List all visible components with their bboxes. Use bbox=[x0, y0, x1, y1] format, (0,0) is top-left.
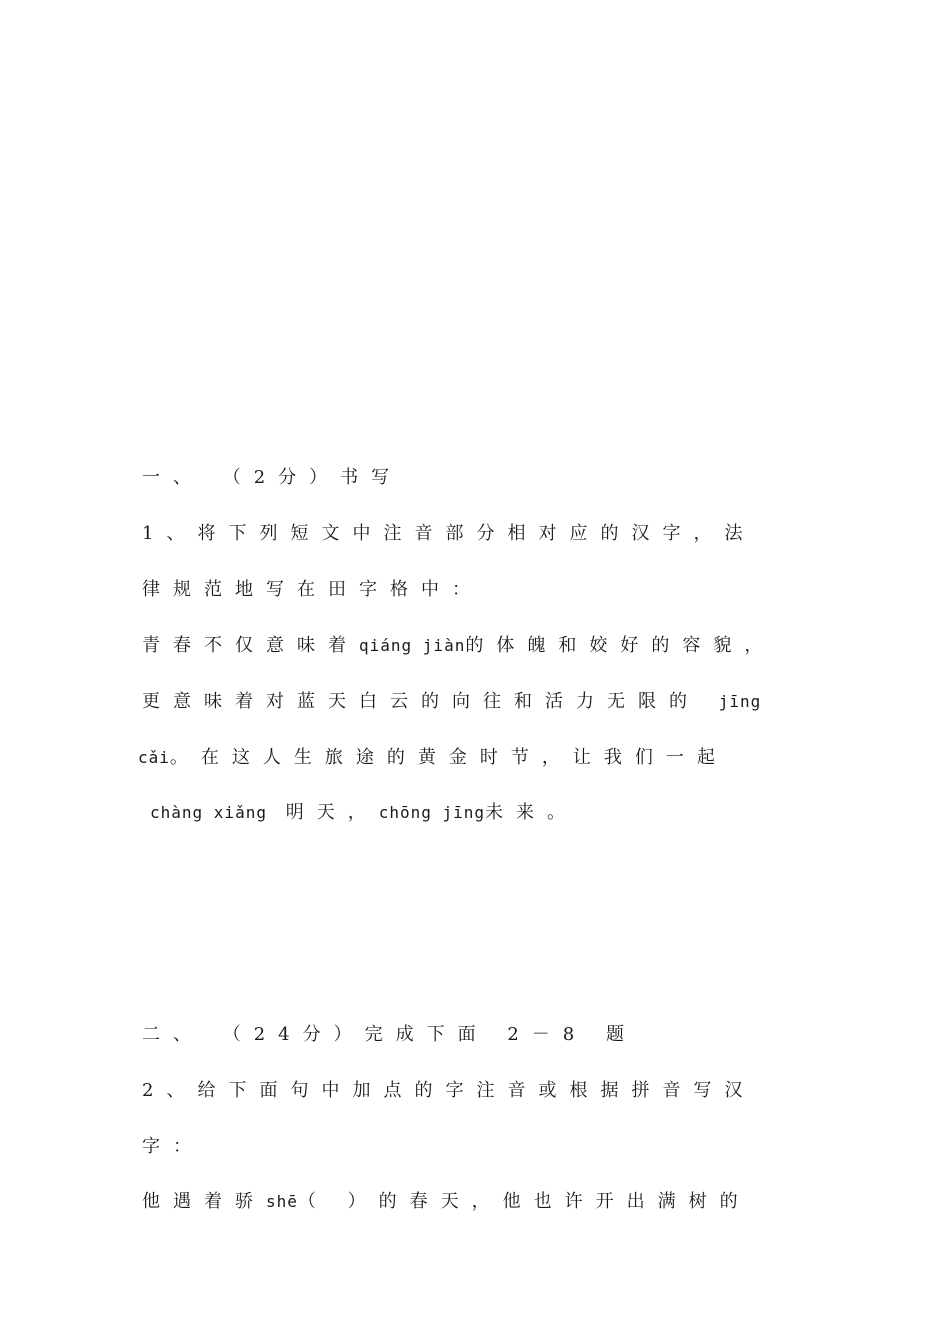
passage-text: 明天， bbox=[285, 802, 379, 823]
passage-text: 他遇着骄 bbox=[142, 1191, 266, 1212]
passage-text: 青春不仅意味着 bbox=[142, 635, 359, 656]
passage-line-3 bbox=[138, 744, 818, 772]
pinyin-changxiang: chàng xiǎng bbox=[150, 803, 267, 822]
passage-line-2 bbox=[142, 688, 822, 716]
passage-line-4 bbox=[150, 799, 830, 827]
pinyin-jing: jīng bbox=[718, 692, 762, 711]
passage-text: 未来。 bbox=[485, 802, 579, 823]
passage-text: 更意味着对蓝天白云的向往和活力无限的 bbox=[142, 691, 700, 712]
section-1-heading: 一、 （2分）书写 bbox=[142, 467, 403, 488]
question-2-prompt-line-2: 字： bbox=[142, 1136, 204, 1157]
pinyin-she: shē bbox=[266, 1192, 298, 1211]
question-2-prompt-line-1: 2、给下面句中加点的字注音或根据拼音写汉 bbox=[142, 1080, 756, 1101]
pinyin-qiangjian: qiáng jiàn bbox=[359, 636, 466, 655]
passage-text: 的春天，他也许开出满树的 bbox=[378, 1191, 751, 1212]
passage-text: 的体魄和姣好的容貌， bbox=[465, 635, 776, 656]
question-2-text-line-1 bbox=[142, 1188, 822, 1216]
pinyin-cai: cǎi bbox=[138, 748, 170, 767]
passage-text: 。在这人生旅途的黄金时节，让我们一起 bbox=[169, 747, 728, 768]
section-2-heading: 二、 （24分）完成下面 2－8 题 bbox=[142, 1024, 637, 1045]
question-1-prompt-line-1: 1、将下列短文中注音部分相对应的汉字，法 bbox=[142, 523, 756, 544]
question-1-prompt-line-2: 律规范地写在田字格中： bbox=[142, 579, 483, 600]
pinyin-chongjing: chōng jīng bbox=[378, 803, 486, 822]
answer-blank[interactable]: （ ） bbox=[297, 1191, 379, 1212]
passage-line-1 bbox=[142, 632, 822, 660]
